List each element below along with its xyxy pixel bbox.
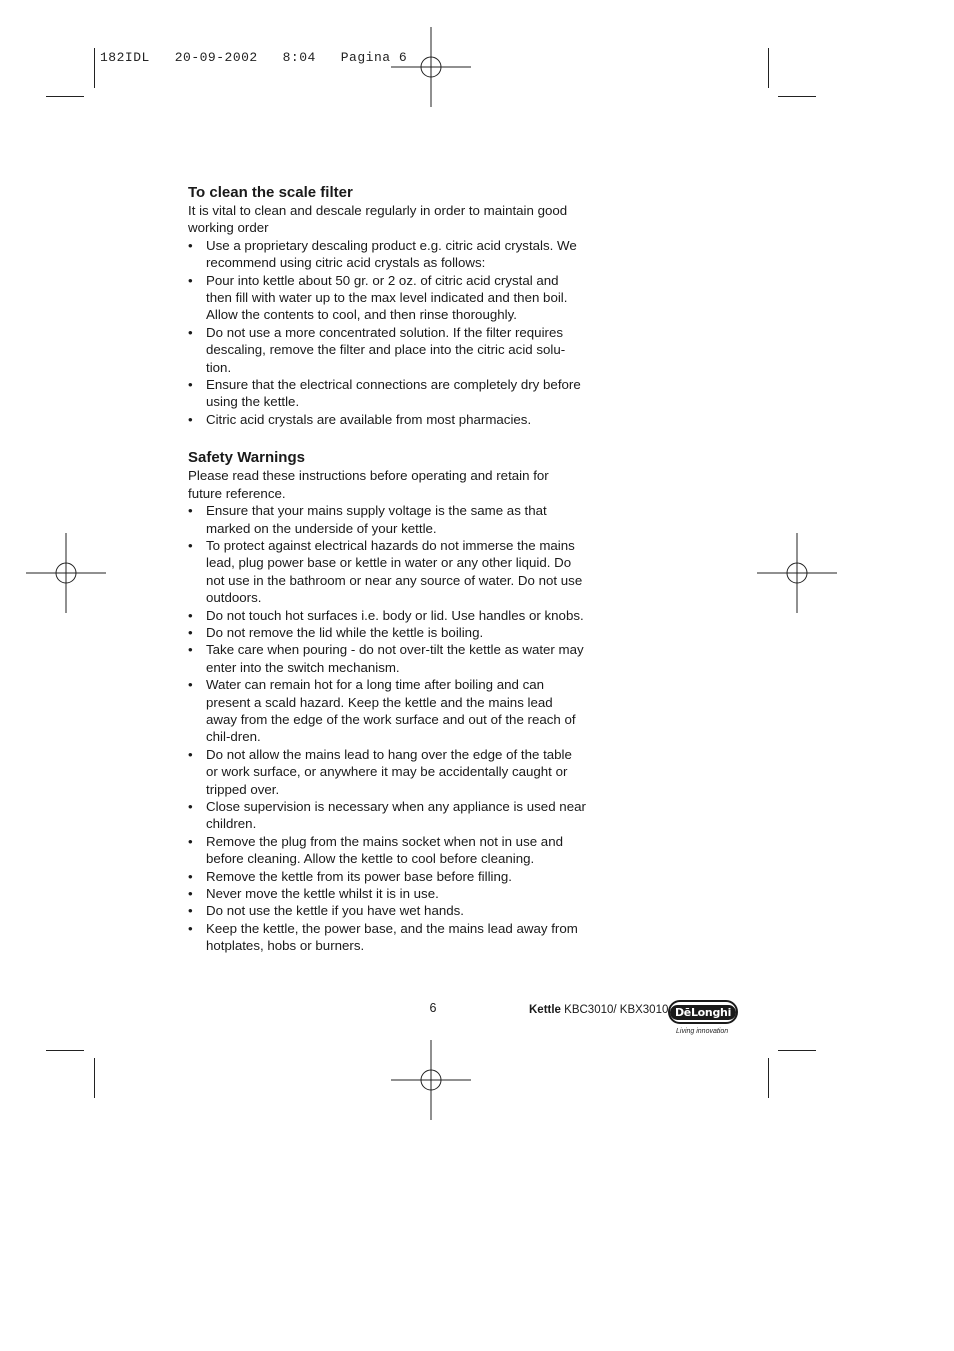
crop-mark-line	[778, 1050, 816, 1051]
crosshair-registration-icon	[757, 533, 837, 613]
list-item: • Close supervision is necessary when any appliance is used near children.	[188, 798, 586, 833]
list-item: • Take care when pouring - do not over-tilt the kettle as water may enter into the switch mechanism.	[188, 641, 586, 676]
list-item: • Water can remain hot for a long time after boiling and can present a scald hazard. Keep the kettle and the mains lead away from the edge of the work surface and out of the reach of chil-dren.	[188, 676, 586, 746]
list-item: • Do not touch hot surfaces i.e. body or lid. Use handles or knobs.	[188, 607, 586, 624]
product-name: Kettle	[529, 1004, 561, 1016]
list-item: • Do not remove the lid while the kettle is boiling.	[188, 624, 586, 641]
list-item: • Pour into kettle about 50 gr. or 2 oz. of citric acid crystal and then fill with water up to the max level indicated and then boil. Allow the contents to cool, and then rinse thoroughly.	[188, 272, 586, 324]
bullet-list	[188, 237, 586, 428]
list-item: • Citric acid crystals are available from most pharmacies.	[188, 411, 586, 428]
section-heading: To clean the scale filter	[188, 184, 353, 201]
crop-mark-line	[46, 1050, 84, 1051]
section-intro: It is vital to clean and descale regularly in order to maintain good working order	[188, 203, 568, 236]
page-number: 6	[429, 1001, 437, 1015]
bullet-list	[188, 502, 586, 955]
list-item: • To protect against electrical hazards do not immerse the mains lead, plug power base or kettle in water or any other liquid. Do not use in the bathroom or near any source of water. Do not use outdoors.	[188, 537, 586, 607]
brand-tagline: Living innovation	[676, 1028, 729, 1035]
printer-slug: 182IDL 20-09-2002 8:04 Pagina 6	[100, 50, 408, 65]
brand-logo-text: DēLonghi	[670, 1005, 736, 1020]
list-item: • Ensure that your mains supply voltage is the same as that marked on the underside of your kettle.	[188, 502, 586, 537]
list-item: • Remove the kettle from its power base before filling.	[188, 868, 586, 885]
section-heading: Safety Warnings	[188, 449, 305, 467]
scale-filter-section	[188, 183, 586, 428]
list-item: • Keep the kettle, the power base, and the mains lead away from hotplates, hobs or burners.	[188, 920, 586, 955]
page-content	[188, 183, 586, 955]
product-model-line	[529, 1004, 668, 1016]
list-item: • Remove the plug from the mains socket when not in use and before cleaning. Allow the kettle to cool before cleaning.	[188, 833, 586, 868]
crop-mark-line	[768, 48, 769, 88]
crop-mark-line	[46, 96, 84, 97]
crop-mark-line	[94, 48, 95, 88]
section-intro: Please read these instructions before operating and retain for future reference.	[188, 468, 549, 501]
crop-mark-line	[94, 1058, 95, 1098]
crop-mark-line	[778, 96, 816, 97]
crop-mark-line	[768, 1058, 769, 1098]
brand-logo	[668, 1000, 738, 1024]
list-item: • Ensure that the electrical connections are completely dry before using the kettle.	[188, 376, 586, 411]
list-item: • Never move the kettle whilst it is in use.	[188, 885, 586, 902]
model-numbers: KBC3010/ KBX3010	[564, 1004, 669, 1016]
crosshair-registration-icon	[391, 27, 471, 107]
crosshair-registration-icon	[26, 533, 106, 613]
list-item: • Do not use the kettle if you have wet hands.	[188, 902, 586, 919]
safety-warnings-section	[188, 448, 586, 954]
list-item: • Use a proprietary descaling product e.g. citric acid crystals. We recommend using citric acid crystals as follows:	[188, 237, 586, 272]
crosshair-registration-icon	[391, 1040, 471, 1120]
list-item: • Do not use a more concentrated solution. If the filter requires descaling, remove the filter and place into the citric acid solu-tion.	[188, 324, 586, 376]
list-item: • Do not allow the mains lead to hang over the edge of the table or work surface, or anywhere it may be accidentally caught or tripped over.	[188, 746, 586, 798]
